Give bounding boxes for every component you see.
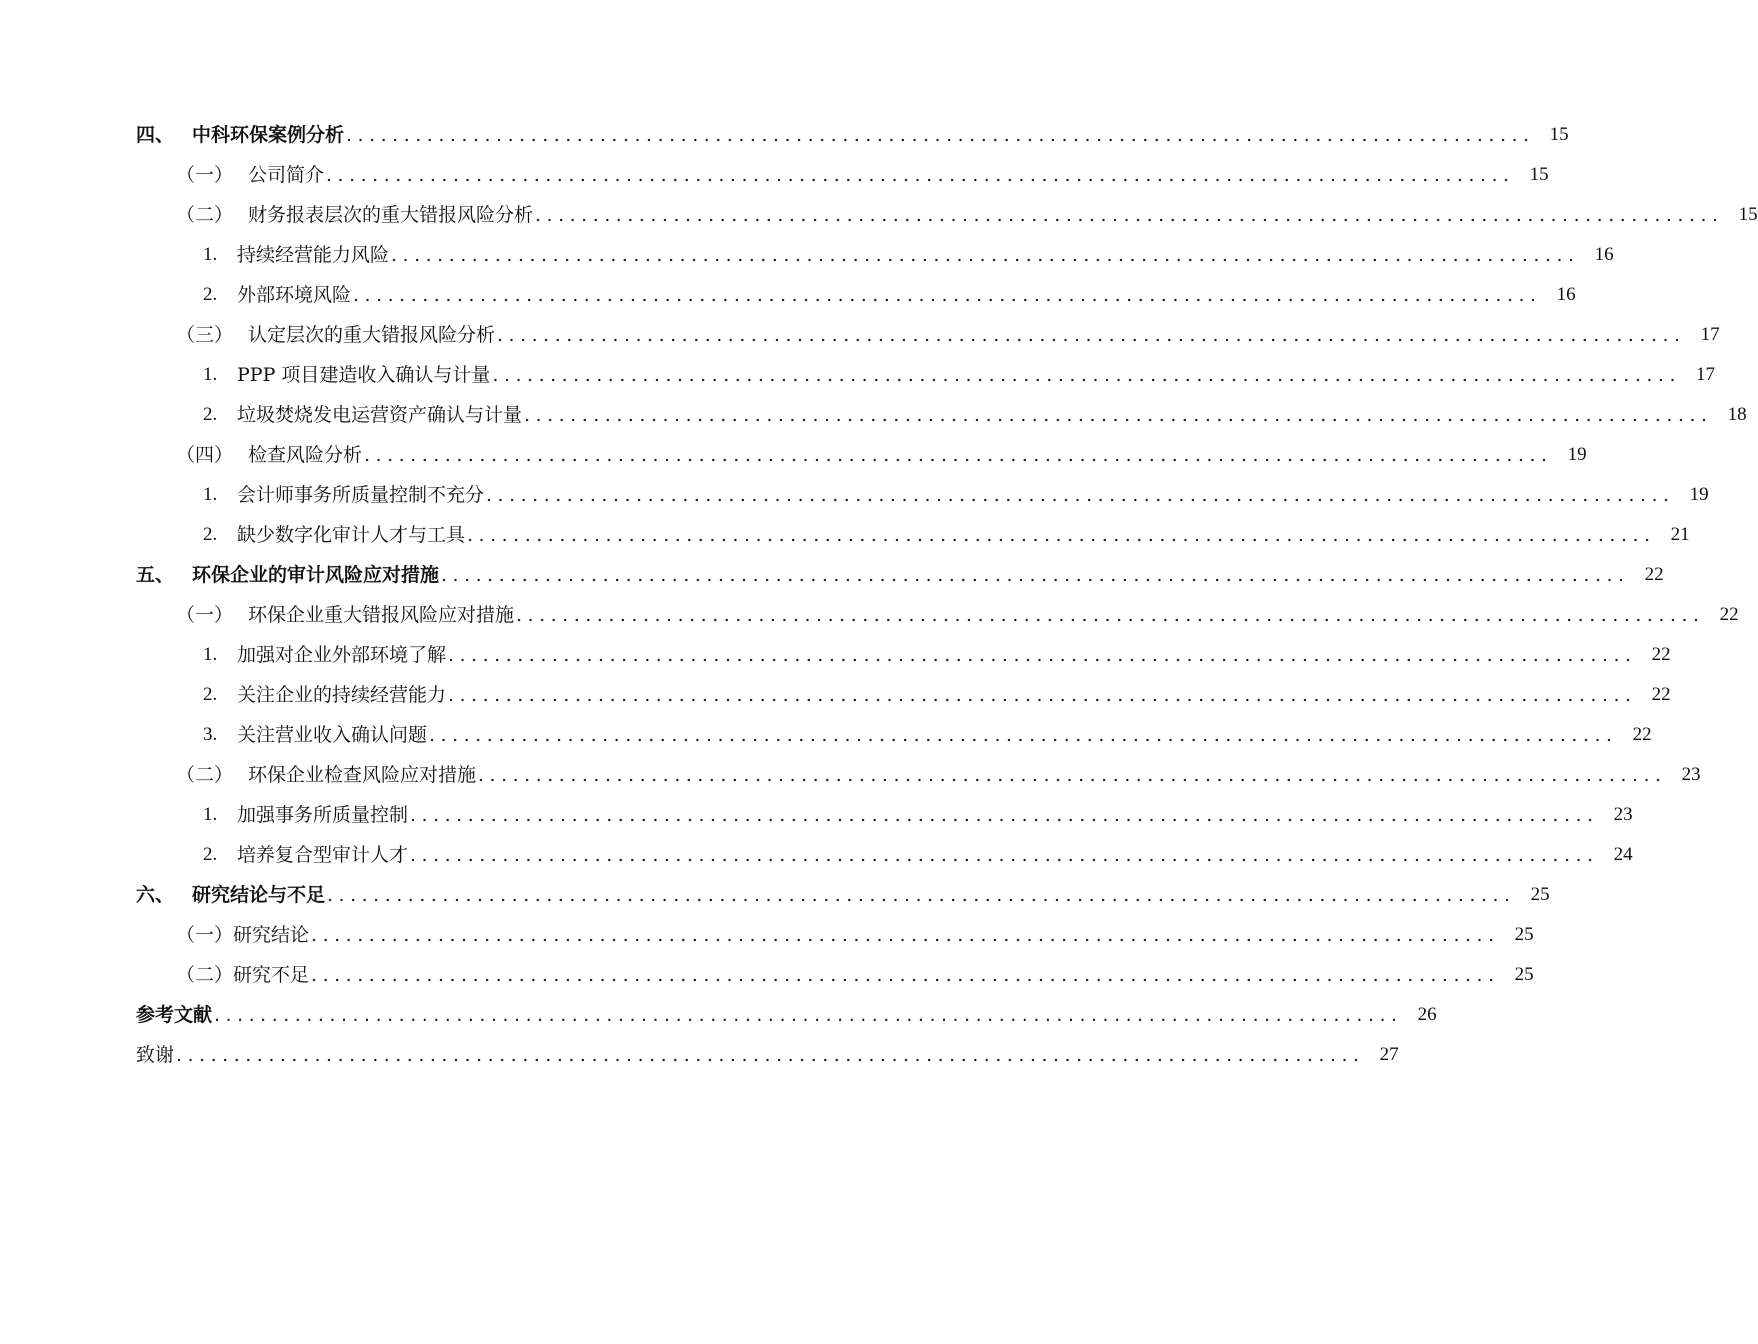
toc-entry-number: 1. [203, 804, 218, 825]
toc-entry[interactable] [0, 395, 1747, 435]
toc-entry-title: 财务报表层次的重大错报风险分析 [248, 204, 534, 226]
dot-leader: ....................................................................................................... [364, 444, 1553, 466]
toc-entry-page: 16 [1556, 284, 1576, 305]
toc-entry[interactable] [0, 835, 1633, 875]
toc-entry-page: 23 [1613, 804, 1633, 825]
dot-leader: ....................................................................................................... [535, 204, 1724, 226]
toc-entry-page: 23 [1681, 764, 1701, 785]
dot-leader: ....................................................................................................... [326, 164, 1515, 186]
toc-entry-title: 检查风险分析 [248, 444, 363, 466]
toc-entry-number: 四、 [136, 124, 175, 146]
toc-entry-title: 环保企业检查风险应对措施 [248, 764, 477, 786]
toc-entry[interactable] [0, 115, 1569, 155]
toc-entry[interactable] [0, 715, 1652, 755]
toc-entry-title: 研究不足 [233, 964, 310, 986]
dot-leader: ....................................................................................................... [410, 844, 1599, 866]
toc-entry-title: 垃圾焚烧发电运营资产确认与计量 [237, 404, 523, 426]
toc-entry-page: 22 [1719, 604, 1739, 625]
dot-leader: ....................................................................................................... [524, 404, 1713, 426]
toc-entry-number: （四） [176, 444, 234, 466]
toc-entry[interactable] [0, 675, 1671, 715]
toc-entry-number: （一） [176, 924, 234, 946]
dot-leader: ....................................................................................................... [176, 1044, 1365, 1066]
toc-entry-number: 2. [203, 684, 218, 705]
toc-entry-number: 3. [203, 724, 218, 745]
dot-leader: ....................................................................................................... [492, 364, 1681, 386]
toc-entry[interactable] [0, 915, 1534, 955]
toc-entry-number: （二） [176, 764, 234, 786]
dot-leader: ....................................................................................................... [441, 564, 1630, 586]
toc-entry[interactable] [0, 635, 1671, 675]
toc-entry-page: 27 [1379, 1044, 1399, 1065]
toc-entry-title: 培养复合型审计人才 [237, 844, 409, 866]
toc-entry-title: 加强事务所质量控制 [237, 804, 409, 826]
toc-entry-title: 参考文献 [136, 1004, 213, 1026]
toc-entry-number: 1. [203, 484, 218, 505]
toc-entry-title: 中科环保案例分析 [192, 124, 345, 146]
toc-entry-title: 公司简介 [248, 164, 325, 186]
toc-entry[interactable] [0, 955, 1534, 995]
dot-leader: ....................................................................................................... [410, 804, 1599, 826]
toc-entry[interactable] [0, 515, 1690, 555]
toc-entry-references[interactable] [0, 995, 1437, 1035]
toc-entry-page: 22 [1644, 564, 1664, 585]
toc-entry-page: 19 [1689, 484, 1709, 505]
toc-entry-title: 外部环境风险 [237, 284, 352, 306]
toc-entry[interactable] [0, 155, 1549, 195]
toc-entry[interactable] [0, 435, 1587, 475]
toc-entry-title: 缺少数字化审计人才与工具 [237, 524, 466, 546]
table-of-contents [0, 115, 1758, 1075]
toc-entry-page: 25 [1514, 964, 1534, 985]
toc-entry-number: （三） [176, 324, 234, 346]
toc-entry-page: 17 [1700, 324, 1720, 345]
toc-entry[interactable] [0, 195, 1758, 235]
toc-entry[interactable] [0, 555, 1664, 595]
toc-entry-page: 21 [1670, 524, 1690, 545]
toc-entry-title: 关注企业的持续经营能力 [237, 684, 447, 706]
toc-entry-page: 15 [1738, 204, 1758, 225]
toc-entry-title: 会计师事务所质量控制不充分 [237, 484, 485, 506]
dot-leader: ....................................................................................................... [448, 644, 1637, 666]
toc-entry-page: 17 [1695, 364, 1715, 385]
toc-entry-number: 1. [203, 244, 218, 265]
dot-leader: ....................................................................................................... [353, 284, 1542, 306]
toc-entry-title: 加强对企业外部环境了解 [237, 644, 447, 666]
toc-entry-number: （一） [176, 164, 234, 186]
toc-entry-acknowledgements[interactable] [0, 1035, 1399, 1075]
toc-entry-title: 环保企业重大错报风险应对措施 [248, 604, 515, 626]
dot-leader: ....................................................................................................... [448, 684, 1637, 706]
toc-entry-page: 16 [1594, 244, 1614, 265]
toc-entry-number: 2. [203, 844, 218, 865]
toc-entry-page: 22 [1632, 724, 1652, 745]
dot-leader: ....................................................................................................... [478, 764, 1667, 786]
toc-entry-page: 26 [1417, 1004, 1437, 1025]
toc-entry[interactable] [0, 235, 1614, 275]
toc-entry-number: （二） [176, 964, 234, 986]
toc-entry-number: （二） [176, 204, 234, 226]
toc-entry-page: 22 [1651, 684, 1671, 705]
toc-entry-title: 致谢 [136, 1044, 175, 1066]
dot-leader: ....................................................................................................... [429, 724, 1618, 746]
toc-entry-page: 15 [1529, 164, 1549, 185]
dot-leader: ....................................................................................................... [311, 964, 1500, 986]
toc-entry-page: 15 [1549, 124, 1569, 145]
toc-entry-title: PPP 项目建造收入确认与计量 [237, 364, 491, 386]
toc-entry-title: 环保企业的审计风险应对措施 [192, 564, 440, 586]
toc-entry[interactable] [0, 275, 1576, 315]
dot-leader: ....................................................................................................... [497, 324, 1686, 346]
toc-entry-number: 1. [203, 644, 218, 665]
toc-entry[interactable] [0, 355, 1715, 395]
dot-leader: ....................................................................................................... [214, 1004, 1403, 1026]
dot-leader: ....................................................................................................... [516, 604, 1705, 626]
toc-entry-number: 2. [203, 404, 218, 425]
toc-entry-title: 研究结论与不足 [192, 884, 326, 906]
toc-entry-title: 认定层次的重大错报风险分析 [248, 324, 496, 346]
toc-entry-page: 25 [1514, 924, 1534, 945]
toc-entry-title: 关注营业收入确认问题 [237, 724, 428, 746]
toc-entry-page: 19 [1567, 444, 1587, 465]
dot-leader: ....................................................................................................... [467, 524, 1656, 546]
toc-entry-title: 持续经营能力风险 [237, 244, 390, 266]
toc-entry[interactable] [0, 795, 1633, 835]
toc-entry-number: 五、 [136, 564, 175, 586]
dot-leader: ....................................................................................................... [311, 924, 1500, 946]
toc-entry-page: 18 [1727, 404, 1747, 425]
dot-leader: ....................................................................................................... [391, 244, 1580, 266]
toc-entry[interactable] [0, 755, 1701, 795]
toc-entry-title: 研究结论 [233, 924, 310, 946]
toc-entry-number: （一） [176, 604, 234, 626]
toc-entry[interactable] [0, 595, 1739, 635]
toc-entry-number: 六、 [136, 884, 175, 906]
toc-entry-number: 2. [203, 284, 218, 305]
dot-leader: ....................................................................................................... [346, 124, 1535, 146]
toc-entry[interactable] [0, 875, 1550, 915]
toc-entry[interactable] [0, 315, 1720, 355]
dot-leader: ....................................................................................................... [486, 484, 1675, 506]
toc-entry-number: 2. [203, 524, 218, 545]
toc-entry-page: 22 [1651, 644, 1671, 665]
toc-entry[interactable] [0, 475, 1709, 515]
toc-entry-number: 1. [203, 364, 218, 385]
dot-leader: ....................................................................................................... [327, 884, 1516, 906]
toc-entry-page: 24 [1613, 844, 1633, 865]
toc-entry-page: 25 [1530, 884, 1550, 905]
